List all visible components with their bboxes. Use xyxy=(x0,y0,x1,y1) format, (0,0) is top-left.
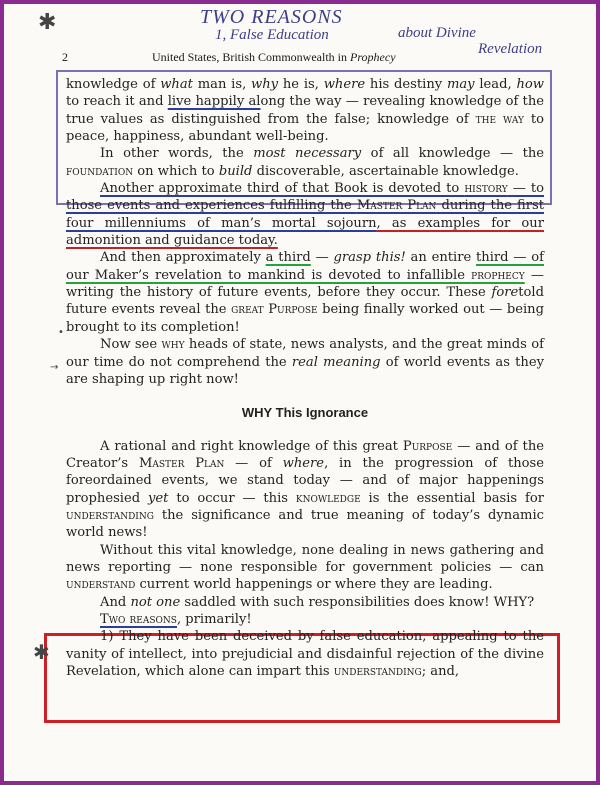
handwritten-note-2: about Divine xyxy=(398,25,476,41)
page-body xyxy=(66,76,544,680)
running-title: United States, British Commonwealth in Prophecy xyxy=(152,50,396,64)
paragraph: In other words, the most necessary of all knowledge — the foundation on which to build discoverable, ascertainable knowledge. xyxy=(66,146,545,179)
paragraph: Two reasons, primarily! xyxy=(100,611,252,627)
paragraph: Another approximate third of that Book is devoted to history — to those events and experiences fulfilling the Master Plan during the first four millenniums of man’s mortal sojourn, as examples for our admonition and guidance today. xyxy=(66,181,545,249)
asterisk-margin-icon: ✱ xyxy=(33,640,50,664)
paragraph: And not one saddled with such responsibilities does know! WHY? xyxy=(100,594,535,610)
handwritten-note-3: Revelation xyxy=(478,41,543,57)
paragraph: Without this vital knowledge, none dealing in news gathering and news reporting — none responsible for government policies — can understand current world happenings or where they are leading. xyxy=(66,542,544,593)
margin-arrow: → xyxy=(50,362,59,373)
paragraph: And then approximately a third — grasp this! an entire third — of our Maker’s revelation to mankind is devoted to infallible prophecy — writing the history of future events, before they occur. These foretold future events reveal the great Purpose being finally worked out — being brought to its completion! xyxy=(66,250,544,335)
page-number: 2 xyxy=(62,50,68,64)
paragraph: A rational and right knowledge of this great Purpose — and of the Creator’s Master Plan — of where, in the progression of those foreordained events, we stand today — and of major happenings prophesied yet to occur — this knowledge is the essential basis for understanding the significance and true meaning of today’s dynamic world news! xyxy=(66,438,545,541)
asterisk-scribble-icon: ✱ xyxy=(38,10,57,35)
handwritten-note-1: 1, False Education xyxy=(215,27,329,43)
paragraph: knowledge of what man is, why he is, where his destiny may lead, how to reach it and live happily along the way — revealing knowledge of the true values as distinguished from the false; knowledge of the way to peace, happiness, abundant well-being. xyxy=(66,77,544,145)
section-heading: WHY This Ignorance xyxy=(241,405,369,421)
handwritten-title: TWO REASONS xyxy=(200,6,343,28)
paragraph: Now see why heads of state, news analysts, and the great minds of our time do not comprehend the real meaning of world events as they are shaping up right now! xyxy=(66,337,544,387)
margin-tick: • xyxy=(58,327,64,338)
paragraph: 1) They have been deceived by false education, appealing to the vanity of intellect, into prejudicial and disdainful rejection of the divine Revelation, which alone can impart this understanding; and, xyxy=(66,629,544,679)
